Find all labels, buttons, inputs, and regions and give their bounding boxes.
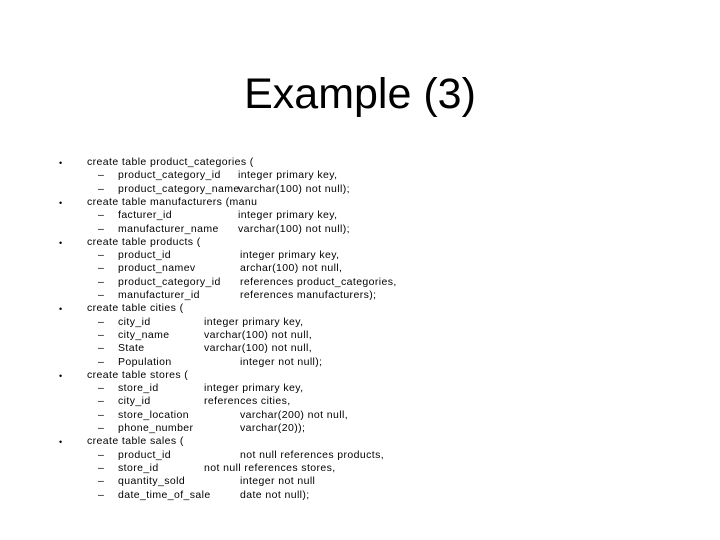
dash-icon: – <box>98 169 105 182</box>
column-definition: integer primary key, <box>238 169 338 182</box>
column-definition: references product_categories, <box>240 275 397 288</box>
statement-header: create table stores ( <box>87 368 189 381</box>
column-name: product_category_id <box>118 169 221 182</box>
column-definition: varchar(20)); <box>240 422 306 434</box>
bullet-icon: • <box>59 158 63 168</box>
column-name: product_category_name <box>118 182 240 195</box>
column-definition: integer primary key, <box>204 382 304 395</box>
column-name: date_time_of_sale <box>118 488 211 501</box>
dash-icon: – <box>98 488 105 501</box>
dash-icon: – <box>98 262 105 275</box>
dash-icon: – <box>98 328 105 341</box>
dash-icon: – <box>98 422 105 434</box>
column-definition: references manufacturers); <box>240 289 377 301</box>
column-name: store_id <box>118 382 159 395</box>
column-definition: references cities, <box>204 395 291 408</box>
dash-icon: – <box>98 448 105 461</box>
column-definition: archar(100) not null, <box>240 262 343 275</box>
column-name: city_name <box>118 328 170 341</box>
bullet-icon: • <box>59 437 63 448</box>
column-name: city_id <box>118 395 151 408</box>
dash-icon: – <box>98 408 105 421</box>
statement-header: create table sales ( <box>87 435 184 448</box>
column-name: facturer_id <box>118 209 173 222</box>
bullet-icon: • <box>59 197 63 208</box>
dash-icon: – <box>98 275 105 288</box>
column-definition: integer primary key, <box>238 209 338 222</box>
dash-icon: – <box>98 342 105 355</box>
column-name: product_category_id <box>118 275 221 288</box>
statement-header: create table products ( <box>87 235 201 248</box>
column-definition: varchar(200) not null, <box>240 408 349 421</box>
column-name: product_id <box>118 448 172 461</box>
column-name: Population <box>118 355 172 368</box>
column-name: phone_number <box>118 422 194 434</box>
dash-icon: – <box>98 222 105 235</box>
column-name: store_id <box>118 461 159 474</box>
column-definition: not null references stores, <box>204 461 336 474</box>
statement-header: create table cities ( <box>87 302 184 315</box>
column-definition: not null references products, <box>240 448 385 461</box>
bullet-icon: • <box>59 370 63 381</box>
column-definition: integer primary key, <box>204 315 304 328</box>
column-definition: date not null); <box>240 488 310 501</box>
bullet-icon: • <box>59 304 63 315</box>
column-definition: integer not null <box>240 475 316 488</box>
column-definition: varchar(100) not null); <box>238 182 350 195</box>
dash-icon: – <box>98 315 105 328</box>
dash-icon: – <box>98 209 105 222</box>
dash-icon: – <box>98 289 105 301</box>
dash-icon: – <box>98 182 105 195</box>
dash-icon: – <box>98 395 105 408</box>
statement-header: create table manufacturers (manu <box>87 195 258 208</box>
column-definition: varchar(100) not null, <box>204 328 313 341</box>
dash-icon: – <box>98 461 105 474</box>
column-name: manufacturer_name <box>118 222 219 235</box>
column-name: quantity_sold <box>118 475 186 488</box>
dash-icon: – <box>98 475 105 488</box>
statement-header: create table product_categories ( <box>87 156 254 168</box>
column-name: State <box>118 342 145 355</box>
column-definition: integer not null); <box>240 355 323 368</box>
column-name: manufacturer_id <box>118 289 200 301</box>
column-name: store_location <box>118 408 189 421</box>
column-definition: varchar(100) not null, <box>204 342 313 355</box>
column-definition: varchar(100) not null); <box>238 222 350 235</box>
slide-title: Example (3) <box>244 70 476 118</box>
dash-icon: – <box>98 355 105 368</box>
column-name: product_id <box>118 249 172 262</box>
column-definition: integer primary key, <box>240 249 340 262</box>
dash-icon: – <box>98 249 105 262</box>
column-name: city_id <box>118 315 151 328</box>
dash-icon: – <box>98 382 105 395</box>
column-name: product_namev <box>118 262 196 275</box>
bullet-icon: • <box>59 237 63 248</box>
